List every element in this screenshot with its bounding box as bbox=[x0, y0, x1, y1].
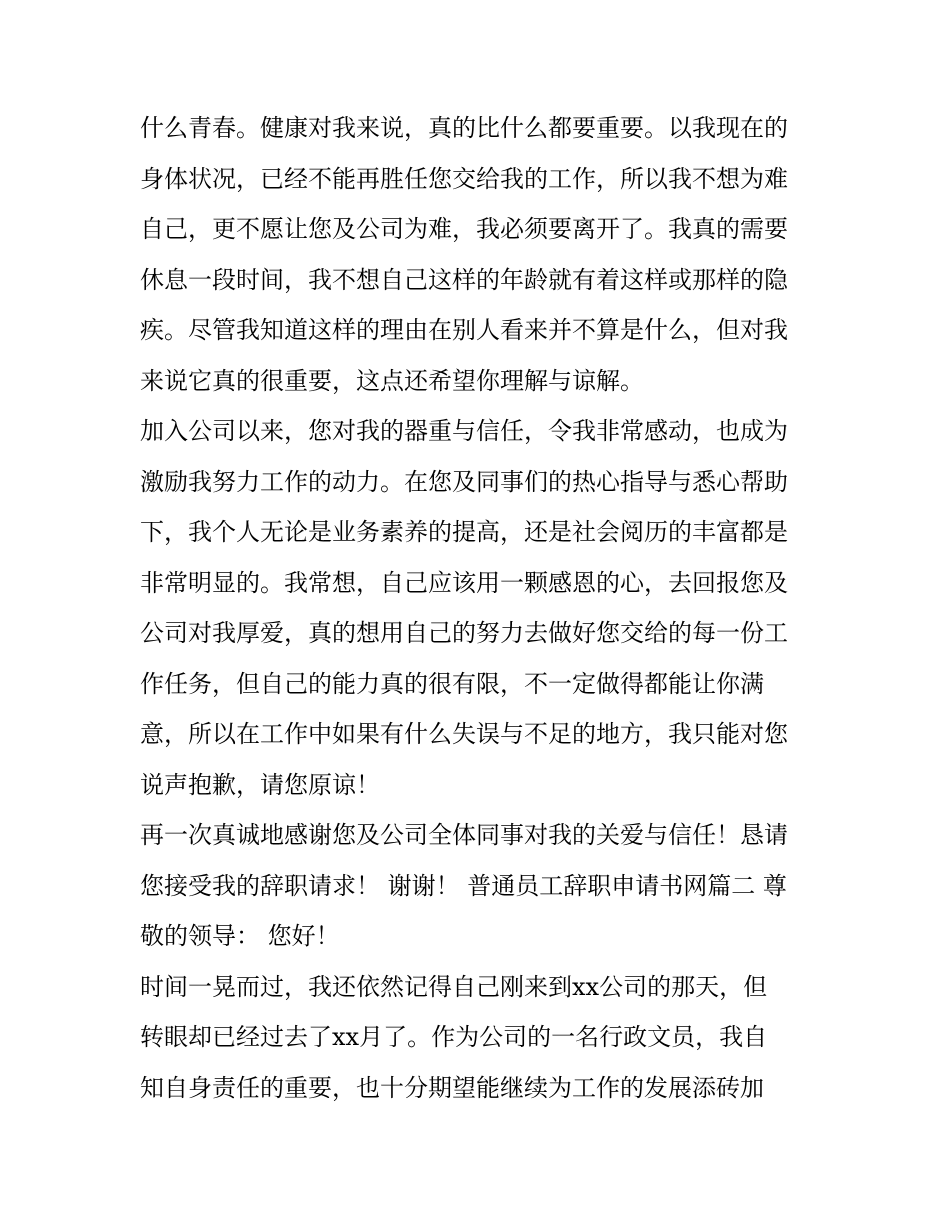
text-line: 自己，更不愿让您及公司为难，我必须要离开了。我真的需要 bbox=[140, 215, 788, 243]
text-line: 说声抱歉，请您原谅！ bbox=[140, 770, 380, 799]
text-line: 加入公司以来，您对我的器重与信任，令我非常感动，也成为 bbox=[140, 417, 788, 445]
document-body bbox=[140, 103, 812, 1113]
text-line: 时间一晃而过，我还依然记得自己刚来到xx公司的那天，但 bbox=[140, 972, 768, 1001]
text-line: 休息一段时间，我不想自己这样的年龄就有着这样或那样的隐 bbox=[140, 265, 788, 294]
text-line: 身体状况，已经不能再胜任您交给我的工作，所以我不想为难 bbox=[140, 164, 788, 193]
text-line: 来说它真的很重要，这点还希望你理解与谅解。 bbox=[140, 366, 644, 395]
text-line: 敬的领导： 您好！ bbox=[140, 922, 340, 950]
text-line: 激励我努力工作的动力。在您及同事们的热心指导与悉心帮助 bbox=[140, 467, 788, 496]
text-line: 下，我个人无论是业务素养的提高，还是社会阅历的丰富都是 bbox=[140, 518, 788, 546]
text-line: 非常明显的。我常想，自己应该用一颗感恩的心，去回报您及 bbox=[140, 568, 788, 597]
text-line: 转眼却已经过去了xx月了。作为公司的一名行政文员，我自 bbox=[140, 1023, 768, 1051]
text-line: 知自身责任的重要，也十分期望能继续为工作的发展添砖加 bbox=[140, 1073, 764, 1102]
text-line: 疾。尽管我知道这样的理由在别人看来并不算是什么，但对我 bbox=[140, 316, 788, 344]
text-line: 意，所以在工作中如果有什么失误与不足的地方，我只能对您 bbox=[140, 720, 788, 748]
text-line: 再一次真诚地感谢您及公司全体同事对我的关爱与信任！恳请 bbox=[140, 821, 788, 849]
text-line: 公司对我厚爱，真的想用自己的努力去做好您交给的每一份工 bbox=[140, 619, 788, 647]
text-line: 什么青春。健康对我来说，真的比什么都要重要。以我现在的 bbox=[140, 114, 788, 142]
text-line: 您接受我的辞职请求！ 谢谢！ 普通员工辞职申请书网篇二 尊 bbox=[140, 871, 787, 900]
text-line: 作任务，但自己的能力真的很有限，不一定做得都能让你满 bbox=[140, 669, 764, 698]
